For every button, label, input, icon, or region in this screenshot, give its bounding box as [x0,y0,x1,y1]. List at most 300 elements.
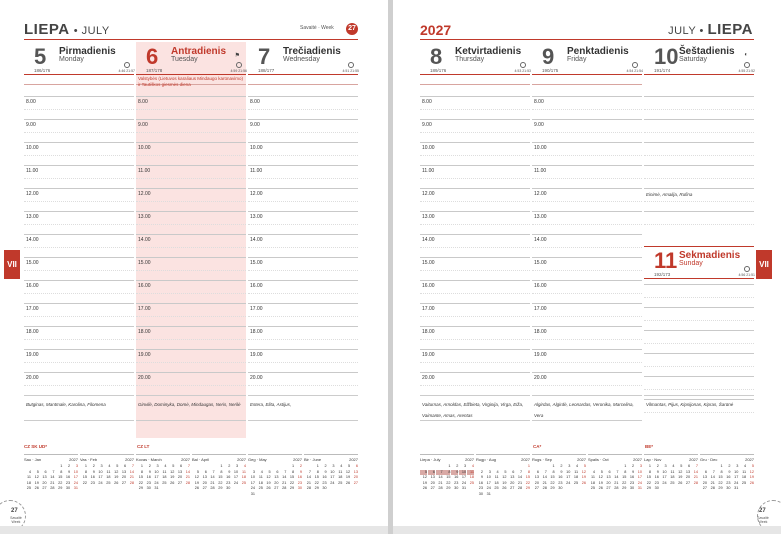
mini-calendar-title: Geg · May [248,457,267,462]
mini-calendar-year: 2027 [521,457,530,462]
name-days: Butginas, Mantmale, Karolina, Filomena [26,402,106,407]
hour-label: 10.00 [138,145,151,151]
hour-label: 9.00 [138,122,148,128]
sun-icon [236,62,242,68]
left-page [0,0,388,526]
hour-label: 16.00 [138,283,151,289]
hour-label: 10.00 [26,145,39,151]
hour-row[interactable] [248,188,358,212]
day-name-en: Monday [59,56,84,63]
hour-row[interactable] [248,303,358,327]
corner-week-label: Savaitė Week [10,516,22,524]
hour-row[interactable] [24,349,134,373]
half-hour-rule [136,247,246,248]
hour-label: 11.00 [250,168,263,174]
hour-row[interactable] [420,257,530,281]
hour-label: 12.00 [250,191,263,197]
day-rule [644,278,754,279]
half-hour-rule [644,412,754,413]
half-hour-rule [24,109,134,110]
mini-calendar-title: Rugp · Aug [476,457,497,462]
mini-calendar: Gru · Dec 2027 1 2 3 4 5 6 7 8 9 10 11 12 13 14 15 16 17 18 19 20 21 22 23 24 25 26 27 28 29 30 31 [700,454,754,501]
hour-row[interactable] [136,303,246,327]
hour-label: 9.00 [534,122,544,128]
day-rule [136,74,246,75]
day-column-monday [24,42,134,438]
hour-label: 15.00 [138,260,151,266]
hour-row[interactable] [420,211,530,235]
hour-label: 14.00 [26,237,39,243]
day-name-en: Tuesday [171,56,198,63]
hour-row[interactable] [136,119,246,143]
day-number: 6 [146,44,159,69]
half-hour-rule [420,247,530,248]
hour-row[interactable] [420,188,530,212]
hour-label: 13.00 [26,214,39,220]
corner-week-label: Savaitė Week [757,516,769,524]
hour-label: 20.00 [26,375,39,381]
half-hour-rule [532,178,642,179]
half-hour-rule [644,178,754,179]
sunrise-sunset-times: 4:54 21:54 [626,69,643,73]
name-days: Einimė, Amalija, Rufina [646,192,693,197]
hour-label: 15.00 [534,260,547,266]
day-header [248,42,358,96]
half-hour-rule [420,385,530,386]
half-hour-rule [24,155,134,156]
name-days: Algirdas, Algirdė, Leonardas, Veronika, Marcelina, [534,402,634,407]
mini-calendar-title: Rugs · Sep [532,457,553,462]
month-tab-right[interactable]: VII [756,250,772,279]
mini-calendar-year: 2027 [181,457,190,462]
hour-row[interactable] [24,234,134,258]
mini-calendar: Spalis · Oct 2027 1 2 3 4 5 6 7 8 9 10 11 12 13 14 15 16 17 18 19 20 21 22 23 24 25 26 27 28 29 30 31 [588,454,642,501]
day-name: Antradienis [171,46,227,57]
half-hour-rule [24,201,134,202]
hour-row[interactable] [248,234,358,258]
mini-label: BE* [645,444,654,449]
hour-row[interactable] [420,326,530,350]
hour-label: 11.00 [422,168,435,174]
hour-row[interactable] [644,211,754,235]
half-hour-rule [532,132,642,133]
hour-label: 8.00 [138,99,148,105]
hour-label: 10.00 [250,145,263,151]
half-hour-rule [24,132,134,133]
half-hour-rule [644,366,754,367]
half-hour-rule [644,155,754,156]
half-hour-rule [532,201,642,202]
half-hour-rule [248,201,358,202]
half-hour-rule [24,316,134,317]
day-rule-secondary [532,84,642,85]
hour-label: 17.00 [534,306,547,312]
name-days: Ginvilė, Dominyka, Domė, Mindaugas, Neris, Nerilė [138,402,241,407]
half-hour-rule [24,247,134,248]
hour-label: 16.00 [26,283,39,289]
half-hour-rule [532,270,642,271]
hour-label: 14.00 [534,237,547,243]
hour-row[interactable] [532,165,642,189]
half-hour-rule [136,316,246,317]
hour-row[interactable] [136,257,246,281]
month-name: LIEPA [24,21,70,38]
sunrise-sunset-times: 4:46 21:57 [118,69,135,73]
half-hour-rule [248,316,358,317]
half-hour-rule [136,224,246,225]
day-rule [420,74,530,75]
hour-label: 15.00 [422,260,435,266]
page-corner [753,506,779,526]
hour-row[interactable] [420,234,530,258]
half-hour-rule [248,247,358,248]
day-column-tuesday [136,42,246,438]
mini-calendar: Sau · Jan 2027 1 2 3 4 5 6 7 8 9 10 11 12 13 14 15 16 17 18 19 20 21 22 23 24 25 26 27 28 29 30 31 [24,454,78,501]
week-number-badge: 27 [346,23,358,35]
day-column-thursday [420,42,530,438]
hour-row[interactable] [248,326,358,350]
hour-row[interactable] [248,257,358,281]
header-rule [24,39,358,40]
day-rule [248,74,358,75]
day-name: Šeštadienis [679,46,735,57]
name-rule [532,420,642,421]
half-hour-rule [248,132,358,133]
corner-week-number: 27 [759,508,766,514]
day-number: 5 [34,44,47,69]
name-rule [136,420,246,421]
day-name-en: Sunday [679,260,703,267]
hour-label: 13.00 [534,214,547,220]
name-days: Vilmantas, Pijus, Kipsijonas, Kipras, Šarūnė [646,402,734,407]
hour-label: 8.00 [422,99,432,105]
half-hour-rule [24,270,134,271]
sunrise-sunset-times: 4:55 21:52 [738,69,755,73]
half-hour-rule [136,362,246,363]
hour-row[interactable] [532,372,642,396]
mini-calendar: Geg · May 2027 1 2 3 4 5 6 7 8 9 10 11 12 13 14 15 16 17 18 19 20 21 22 23 24 25 26 27 28 29 30 31 [248,454,302,501]
hour-row[interactable] [532,303,642,327]
hour-row[interactable] [420,142,530,166]
mini-calendar-year: 2027 [577,457,586,462]
name-rule [644,395,754,396]
hour-label: 19.00 [534,352,547,358]
hour-row[interactable] [532,119,642,143]
half-hour-rule [136,109,246,110]
hour-row[interactable] [248,119,358,143]
mini-calendar-title: Liepa · July [420,457,441,462]
hour-label: 12.00 [138,191,151,197]
hour-row[interactable] [248,280,358,304]
corner-week-number: 27 [11,508,18,514]
hour-row[interactable] [24,303,134,327]
hour-row[interactable] [420,349,530,373]
hour-row[interactable] [420,119,530,143]
sun-icon [744,266,750,272]
day-name: Ketvirtadienis [455,46,522,57]
half-hour-rule [644,343,754,344]
half-hour-rule [136,132,246,133]
hour-row[interactable] [248,372,358,396]
week-label: Savaitė · Week [300,25,334,31]
mini-calendar-title: Lap · Nov [644,457,662,462]
half-hour-rule [136,339,246,340]
mini-calendar: Rugs · Sep 2027 1 2 3 4 5 6 7 8 9 10 11 12 13 14 15 16 17 18 19 20 21 22 23 24 25 26 27 28 29 30 [532,454,586,501]
hour-row[interactable] [24,96,134,120]
half-hour-rule [420,201,530,202]
half-hour-rule [532,155,642,156]
half-hour-rule [532,293,642,294]
hour-row[interactable] [532,234,642,258]
half-hour-rule [248,155,358,156]
hour-row[interactable] [248,349,358,373]
hour-label: 10.00 [534,145,547,151]
hour-row[interactable] [136,188,246,212]
hour-label: 11.00 [534,168,547,174]
half-hour-rule [420,316,530,317]
name-days: Vaiturnas, Arnoldas, Elžbieta, Virginija, Virga, Eiža, [422,402,524,407]
mini-calendar: Rugp · Aug 2027 1 2 3 4 5 6 7 8 9 10 11 12 13 14 15 16 17 18 19 20 21 22 23 24 25 26 27 28 29 30 31 [476,454,530,501]
hour-row[interactable] [136,165,246,189]
day-rule-secondary [420,84,530,85]
day-column-wednesday [248,42,358,438]
hour-row[interactable] [24,211,134,235]
hour-label: 19.00 [250,352,263,358]
month-tab-left[interactable]: VII [4,250,20,279]
hour-row[interactable] [24,142,134,166]
mini-calendar-year: 2027 [237,457,246,462]
mini-label: CZ LT [137,444,150,449]
hour-row[interactable] [136,234,246,258]
mini-calendar-year: 2027 [465,457,474,462]
mini-calendar: Kovas · March 2027 1 2 3 4 5 6 7 8 9 10 11 12 13 14 15 16 17 18 19 20 21 22 23 24 25 26 27 28 29 30 31 [136,454,190,501]
hour-label: 20.00 [534,375,547,381]
hour-row[interactable] [24,326,134,350]
half-hour-rule [248,178,358,179]
half-hour-rule [24,224,134,225]
day-of-year: 186/176 [34,68,51,73]
hour-row[interactable] [24,372,134,396]
hour-label: 11.00 [138,168,151,174]
day-header [136,42,246,96]
mini-calendar-year: 2027 [689,457,698,462]
half-hour-rule [420,132,530,133]
hour-row[interactable] [136,372,246,396]
hour-label: 20.00 [422,375,435,381]
hour-row[interactable] [532,257,642,281]
half-hour-rule [644,201,754,202]
sunday-block [644,246,754,438]
day-of-year: 192/173 [654,272,671,277]
half-hour-rule [420,362,530,363]
day-number: 8 [430,44,443,69]
half-hour-rule [248,270,358,271]
hour-row[interactable] [644,119,754,143]
hour-row[interactable] [644,307,754,331]
hour-row[interactable] [136,326,246,350]
month-name-en: JULY [81,25,110,37]
hour-label: 12.00 [422,191,435,197]
hour-row[interactable] [532,188,642,212]
mini-calendar: Vas · Feb 2027 1 2 3 4 5 6 7 8 9 10 11 12 13 14 15 16 17 18 19 20 21 22 23 24 25 26 27 28 [80,454,134,501]
half-hour-rule [644,224,754,225]
day-of-year: 189/176 [430,68,447,73]
half-hour-rule [136,270,246,271]
half-hour-rule [644,297,754,298]
day-column-saturday-sunday [644,42,754,438]
hour-label: 20.00 [250,375,263,381]
hour-row[interactable] [24,257,134,281]
day-header [532,42,642,96]
mini-calendar-title: Bir · June [304,457,322,462]
hour-row[interactable] [420,165,530,189]
hour-row[interactable] [532,142,642,166]
hour-label: 19.00 [26,352,39,358]
sun-icon [124,62,130,68]
sun-icon [744,62,750,68]
hour-row[interactable] [532,211,642,235]
hour-label: 9.00 [250,122,260,128]
hour-row[interactable] [644,142,754,166]
right-page [393,0,781,526]
hour-label: 18.00 [138,329,151,335]
day-name-en: Wednesday [283,56,320,63]
day-name: Sekmadienis [679,250,741,261]
hour-label: 11.00 [26,168,39,174]
hour-row[interactable] [644,284,754,308]
day-of-year: 190/175 [542,68,559,73]
half-hour-rule [136,178,246,179]
hour-label: 8.00 [534,99,544,105]
name-rule [24,395,134,396]
mini-calendar-year: 2027 [633,457,642,462]
mini-label: CA* [533,444,542,449]
hour-label: 17.00 [138,306,151,312]
hour-row[interactable] [532,96,642,120]
day-of-year: 187/178 [146,68,163,73]
sunrise-sunset-times: 4:53 21:53 [514,69,531,73]
mini-calendar-strip [420,444,754,500]
hour-row[interactable] [248,165,358,189]
hour-label: 19.00 [422,352,435,358]
hour-row[interactable] [532,280,642,304]
mini-label: CZ SK UD* [24,444,48,449]
hour-label: 20.00 [138,375,151,381]
day-rule-secondary [248,84,358,85]
hour-row[interactable] [420,280,530,304]
hour-label: 13.00 [422,214,435,220]
sun-icon [348,62,354,68]
day-name: Pirmadienis [59,46,116,57]
half-hour-rule [532,109,642,110]
hour-row[interactable] [136,349,246,373]
hour-label: 16.00 [422,283,435,289]
hour-label: 18.00 [250,329,263,335]
hour-row[interactable] [24,119,134,143]
name-rule [248,395,358,396]
half-hour-rule [24,178,134,179]
hour-label: 12.00 [26,191,39,197]
page-corner [2,506,28,526]
day-name-en: Friday [567,56,587,63]
day-header [420,42,530,96]
name-days-continued: Vaimante, Amas, Arentas [422,413,473,418]
half-hour-rule [136,385,246,386]
hour-row[interactable] [644,330,754,354]
half-hour-rule [420,178,530,179]
day-rule [24,74,134,75]
mini-calendar-title: Kovas · March [136,457,162,462]
hour-row[interactable] [420,303,530,327]
day-rule [644,74,754,75]
mini-calendar-strip [24,444,358,500]
hour-row[interactable] [644,165,754,189]
half-hour-rule [420,339,530,340]
hour-row[interactable] [136,96,246,120]
hour-row[interactable] [532,326,642,350]
hour-label: 17.00 [26,306,39,312]
hour-label: 14.00 [422,237,435,243]
sunrise-sunset-times: 4:56 21:51 [738,273,755,277]
hour-row[interactable] [24,188,134,212]
hour-row[interactable] [420,372,530,396]
half-hour-rule [24,385,134,386]
sun-icon [520,62,526,68]
sunrise-sunset-times: 4:59 21:56 [230,69,247,73]
mini-calendar-title: Gru · Dec [700,457,718,462]
hour-row[interactable] [248,142,358,166]
flag-icon: ⚑ [234,53,240,59]
hour-label: 10.00 [422,145,435,151]
hour-row[interactable] [24,280,134,304]
month-name-en: JULY [668,25,696,37]
hour-row[interactable] [248,211,358,235]
holiday-note: Valstybės (Lietuvos karaliaus Mindaugo karūnavimo) ir Tautiškos giesmės diena [138,76,243,87]
hour-row[interactable] [248,96,358,120]
half-hour-rule [644,109,754,110]
hour-row[interactable] [24,165,134,189]
hour-row[interactable] [644,96,754,120]
hour-row[interactable] [136,142,246,166]
mini-calendar-title: Vas · Feb [80,457,98,462]
half-hour-rule [420,109,530,110]
hour-row[interactable] [644,353,754,377]
mini-calendar-year: 2027 [293,457,302,462]
hour-row[interactable] [136,211,246,235]
mini-calendar-year: 2027 [349,457,358,462]
hour-label: 8.00 [26,99,36,105]
half-hour-rule [248,109,358,110]
hour-label: 12.00 [534,191,547,197]
day-number: 10 [654,44,679,69]
moon-phase-icon: ◐ [744,52,748,58]
half-hour-rule [420,224,530,225]
hour-row[interactable] [136,280,246,304]
mini-calendar-year: 2027 [69,457,78,462]
day-header [24,42,134,96]
hour-row[interactable] [420,96,530,120]
name-rule [532,395,642,396]
mini-calendar: Liepa · July 2027 1 2 3 4 5 6 7 8 9 10 11 12 13 14 15 16 17 18 19 20 21 22 23 24 25 26 27 28 29 30 31 [420,454,474,501]
sunrise-sunset-times: 4:51 21:55 [342,69,359,73]
day-rule [644,246,754,247]
mini-calendar-year: 2027 [125,457,134,462]
hour-row[interactable] [532,349,642,373]
hour-label: 9.00 [422,122,432,128]
hour-row[interactable] [644,376,754,400]
half-hour-rule [248,339,358,340]
month-title: JULY • LIEPA [668,21,753,38]
